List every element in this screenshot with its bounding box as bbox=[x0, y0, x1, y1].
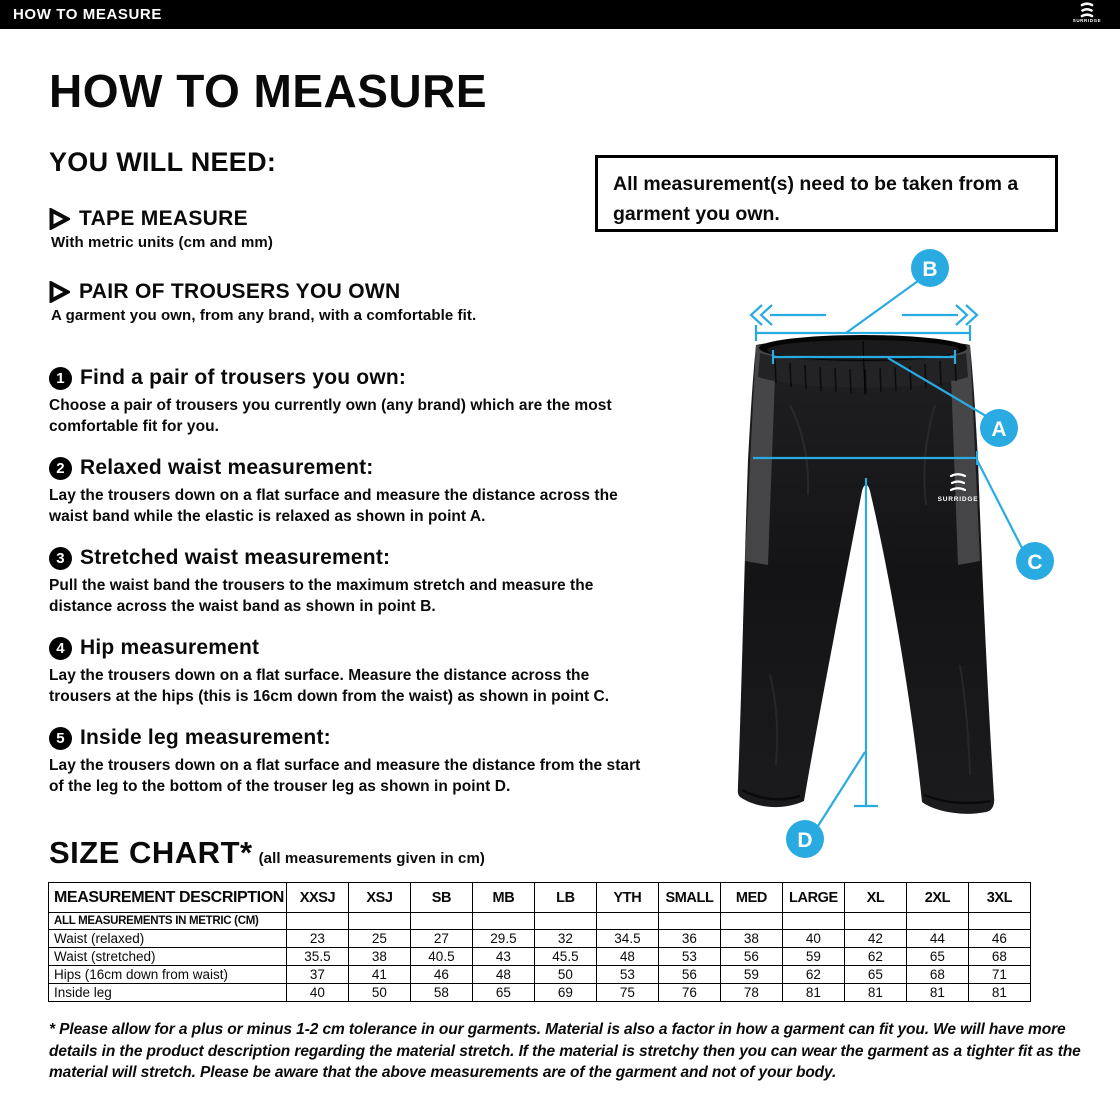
size-cell: 45.5 bbox=[534, 948, 596, 966]
size-cell: 29.5 bbox=[472, 930, 534, 948]
size-col-header: MEASUREMENT DESCRIPTION bbox=[49, 883, 287, 913]
size-col-header: 3XL bbox=[968, 883, 1030, 913]
top-bar-title: HOW TO MEASURE bbox=[13, 6, 162, 23]
step-heading: Hip measurement bbox=[80, 636, 260, 659]
step-heading: Find a pair of trousers you own: bbox=[80, 366, 407, 389]
size-cell: 41 bbox=[348, 966, 410, 984]
size-subheader-cell: ALL MEASUREMENTS IN METRIC (CM) bbox=[49, 913, 287, 930]
size-subheader-cell bbox=[844, 913, 906, 930]
point-b-marker bbox=[911, 249, 949, 287]
size-table-row bbox=[49, 930, 1031, 948]
size-row-label: Waist (stretched) bbox=[49, 948, 287, 966]
step-heading: Relaxed waist measurement: bbox=[80, 456, 374, 479]
size-cell: 34.5 bbox=[596, 930, 658, 948]
size-cell: 71 bbox=[968, 966, 1030, 984]
size-subheader-cell bbox=[968, 913, 1030, 930]
size-cell: 40 bbox=[782, 930, 844, 948]
size-col-header: YTH bbox=[596, 883, 658, 913]
size-cell: 81 bbox=[968, 984, 1030, 1002]
size-chart-title: SIZE CHART* bbox=[49, 835, 253, 870]
step-number-badge: 3 bbox=[49, 547, 72, 570]
size-cell: 50 bbox=[348, 984, 410, 1002]
size-cell: 53 bbox=[596, 966, 658, 984]
size-subheader-cell bbox=[286, 913, 348, 930]
surridge-logo bbox=[1064, 2, 1110, 27]
size-cell: 68 bbox=[906, 966, 968, 984]
size-cell: 58 bbox=[410, 984, 472, 1002]
size-cell: 48 bbox=[472, 966, 534, 984]
size-subheader-cell bbox=[906, 913, 968, 930]
size-cell: 56 bbox=[658, 966, 720, 984]
size-col-header: 2XL bbox=[906, 883, 968, 913]
step-number-badge: 5 bbox=[49, 727, 72, 750]
size-col-header: LB bbox=[534, 883, 596, 913]
size-table-row bbox=[49, 984, 1031, 1002]
size-col-header: SMALL bbox=[658, 883, 720, 913]
size-cell: 35.5 bbox=[286, 948, 348, 966]
size-col-header: MB bbox=[472, 883, 534, 913]
size-cell: 40.5 bbox=[410, 948, 472, 966]
surridge-logo-text: SURRIDGE bbox=[1072, 18, 1102, 23]
step-1 bbox=[49, 366, 664, 437]
size-col-header: XL bbox=[844, 883, 906, 913]
svg-text:A: A bbox=[991, 418, 1007, 441]
size-subheader-cell bbox=[534, 913, 596, 930]
size-subheader-cell bbox=[596, 913, 658, 930]
size-cell: 40 bbox=[286, 984, 348, 1002]
size-row-label: Hips (16cm down from waist) bbox=[49, 966, 287, 984]
size-col-header: LARGE bbox=[782, 883, 844, 913]
need-item-trousers bbox=[49, 280, 476, 324]
size-cell: 38 bbox=[720, 930, 782, 948]
step-number-badge: 1 bbox=[49, 367, 72, 390]
size-cell: 68 bbox=[968, 948, 1030, 966]
size-cell: 53 bbox=[658, 948, 720, 966]
size-subheader-cell bbox=[410, 913, 472, 930]
size-row-label: Waist (relaxed) bbox=[49, 930, 287, 948]
need-item-tape-measure bbox=[49, 207, 273, 251]
need-item-description: A garment you own, from any brand, with a comfortable fit. bbox=[51, 307, 477, 324]
trousers-diagram-svg bbox=[730, 245, 1120, 870]
size-subheader-cell bbox=[720, 913, 782, 930]
size-row-label: Inside leg bbox=[49, 984, 287, 1002]
size-cell: 46 bbox=[968, 930, 1030, 948]
size-cell: 59 bbox=[720, 966, 782, 984]
size-col-header: SB bbox=[410, 883, 472, 913]
size-col-header: XSJ bbox=[348, 883, 410, 913]
triangle-bullet-icon bbox=[49, 208, 70, 230]
size-cell: 42 bbox=[844, 930, 906, 948]
need-item-description: With metric units (cm and mm) bbox=[51, 234, 273, 251]
size-cell: 69 bbox=[534, 984, 596, 1002]
step-body: Lay the trousers down on a flat surface and measure the distance across the waist band while the elastic is relaxed as shown in point A. bbox=[49, 487, 618, 525]
size-cell: 37 bbox=[286, 966, 348, 984]
size-chart-heading bbox=[49, 835, 485, 871]
size-cell: 65 bbox=[472, 984, 534, 1002]
svg-text:B: B bbox=[922, 258, 938, 281]
size-subheader-cell bbox=[472, 913, 534, 930]
need-item-label: TAPE MEASURE bbox=[79, 207, 248, 230]
size-subheader-cell bbox=[658, 913, 720, 930]
step-body: Lay the trousers down on a flat surface and measure the distance from the start of the leg to the bottom of the trouser leg as shown in point D. bbox=[49, 757, 641, 795]
size-cell: 81 bbox=[844, 984, 906, 1002]
size-cell: 25 bbox=[348, 930, 410, 948]
surridge-logo-icon bbox=[1078, 2, 1096, 19]
size-col-header: MED bbox=[720, 883, 782, 913]
size-subheader-cell bbox=[782, 913, 844, 930]
point-c-marker bbox=[1016, 542, 1054, 580]
size-cell: 65 bbox=[906, 948, 968, 966]
size-cell: 76 bbox=[658, 984, 720, 1002]
size-table-subheader-row bbox=[49, 913, 1031, 930]
step-4 bbox=[49, 636, 664, 707]
size-cell: 81 bbox=[906, 984, 968, 1002]
step-number-badge: 2 bbox=[49, 457, 72, 480]
size-cell: 62 bbox=[844, 948, 906, 966]
page-title: HOW TO MEASURE bbox=[49, 65, 488, 117]
step-body: Choose a pair of trousers you currently own (any brand) which are the most comfortable fit for you. bbox=[49, 397, 612, 435]
size-cell: 43 bbox=[472, 948, 534, 966]
you-will-need-heading: YOU WILL NEED: bbox=[49, 147, 277, 177]
svg-text:C: C bbox=[1027, 551, 1043, 574]
size-cell: 78 bbox=[720, 984, 782, 1002]
size-cell: 62 bbox=[782, 966, 844, 984]
step-heading: Inside leg measurement: bbox=[80, 726, 331, 749]
note-box: All measurement(s) need to be taken from a garment you own. bbox=[595, 155, 1058, 232]
svg-text:D: D bbox=[797, 829, 813, 852]
size-cell: 56 bbox=[720, 948, 782, 966]
step-3 bbox=[49, 546, 664, 617]
size-cell: 27 bbox=[410, 930, 472, 948]
point-d-marker bbox=[786, 820, 824, 858]
step-body: Lay the trousers down on a flat surface. Measure the distance across the trousers at the hips (this is 16cm down from the waist) as shown in point C. bbox=[49, 667, 610, 705]
size-cell: 36 bbox=[658, 930, 720, 948]
size-chart-subtitle: (all measurements given in cm) bbox=[258, 850, 485, 867]
size-table bbox=[48, 882, 1031, 1002]
size-table-row bbox=[49, 966, 1031, 984]
step-body: Pull the waist band the trousers to the maximum stretch and measure the distance across the waist band as shown in point B. bbox=[49, 577, 594, 615]
size-cell: 46 bbox=[410, 966, 472, 984]
size-cell: 48 bbox=[596, 948, 658, 966]
step-5 bbox=[49, 726, 664, 797]
size-cell: 59 bbox=[782, 948, 844, 966]
size-cell: 50 bbox=[534, 966, 596, 984]
svg-text:SURRIDGE: SURRIDGE bbox=[937, 496, 979, 503]
point-a-marker bbox=[980, 409, 1018, 447]
size-subheader-cell bbox=[348, 913, 410, 930]
tolerance-footnote: * Please allow for a plus or minus 1-2 cm tolerance in our garments. Material is also a factor in how a garment can fit you. We will have more details in the product description regarding the material stretch. If the material is stretchy then you can wear the garment as a tighter fit as the material will stretch. Please be aware that the above measurements are of the garment and not of your body. bbox=[49, 1021, 1081, 1081]
top-bar bbox=[0, 0, 1120, 29]
size-cell: 81 bbox=[782, 984, 844, 1002]
size-cell: 32 bbox=[534, 930, 596, 948]
size-table-header-row bbox=[49, 883, 1031, 913]
size-cell: 65 bbox=[844, 966, 906, 984]
size-table-row bbox=[49, 948, 1031, 966]
step-number-badge: 4 bbox=[49, 637, 72, 660]
trousers-measurement-diagram bbox=[730, 245, 1120, 870]
need-item-label: PAIR OF TROUSERS YOU OWN bbox=[79, 280, 401, 303]
size-col-header: XXSJ bbox=[286, 883, 348, 913]
size-cell: 38 bbox=[348, 948, 410, 966]
step-heading: Stretched waist measurement: bbox=[80, 546, 391, 569]
step-2 bbox=[49, 456, 664, 527]
size-cell: 44 bbox=[906, 930, 968, 948]
size-cell: 75 bbox=[596, 984, 658, 1002]
triangle-bullet-icon bbox=[49, 281, 70, 303]
size-cell: 23 bbox=[286, 930, 348, 948]
